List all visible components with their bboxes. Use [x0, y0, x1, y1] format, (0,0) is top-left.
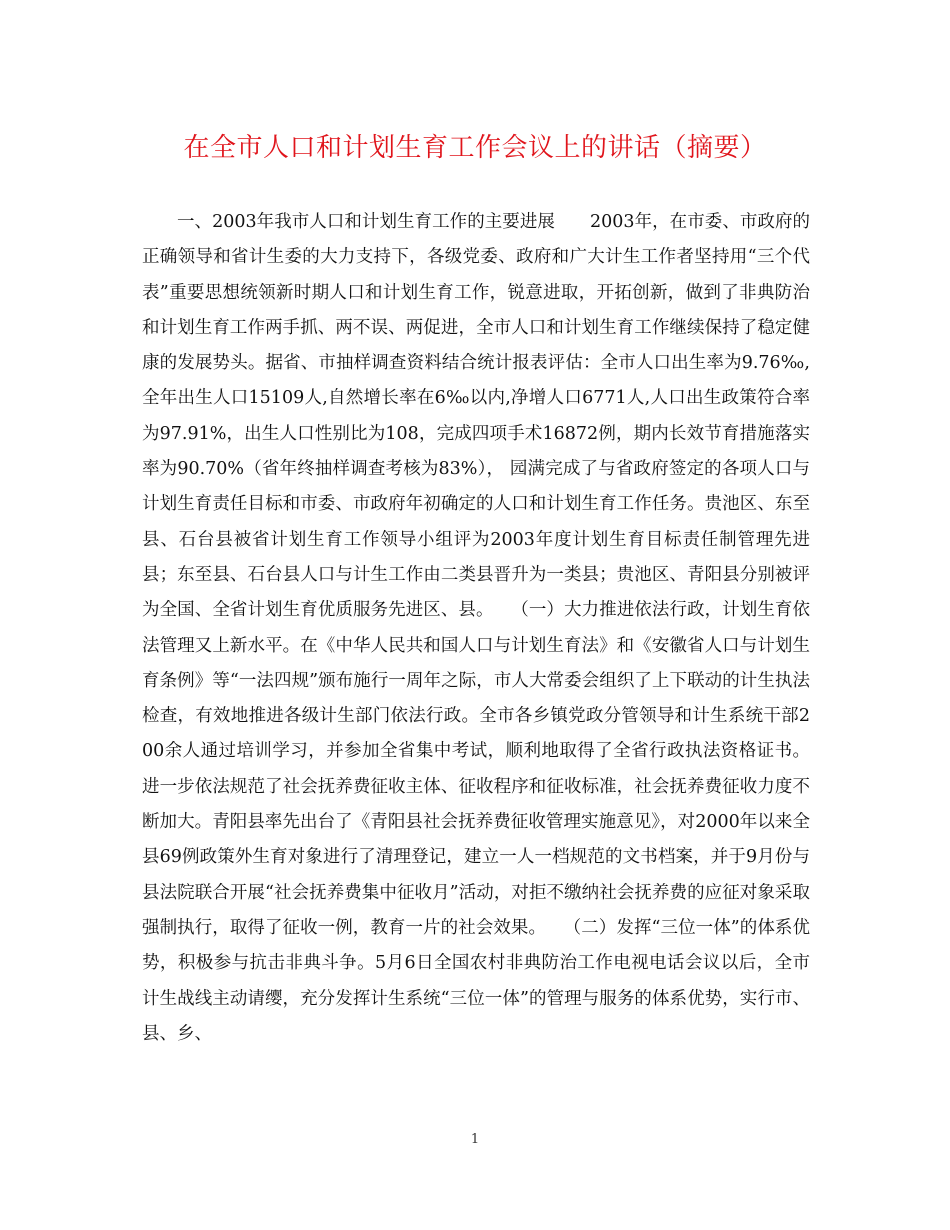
document-body-paragraph: 一、2003年我市人口和计划生育工作的主要进展 2003年，在市委、市政府的正确领导和省计生委的大力支持下，各级党委、政府和广大计生工作者坚持用“三个代表”重要思想统领新时期人口和计划生育工作，锐意进取，开拓创新，做到了非典防治和计划生育工作两手抓、两不误、两促进，全市人口和计划生育工作继续保持了稳定健康的发展势头。据省、市抽样调查资料结合统计报表评估：全市人口出生率为9.76‰,全年出生人口15109人,自然增长率在6‰以内,净增人口6771人,人口出生政策符合率为97.91%，出生人口性别比为108，完成四项手术16872例，期内长效节育措施落实率为90.70%（省年终抽样调查考核为83%）， 园满完成了与省政府签定的各项人口与计划生育责任目标和市委、市政府年初确定的人口和计划生育工作任务。贵池区、东至县、石台县被省计划生育工作领导小组评为2003年度计划生育目标责任制管理先进县；东至县、石台县人口与计生工作由二类县晋升为一类县；贵池区、青阳县分别被评为全国、全省计划生育优质服务先进区、县。 （一）大力推进依法行政，计划生育依法管理又上新水平。在《中华人民共和国人口与计划生育法》和《安徽省人口与计划生育条例》等“一法四规”颁布施行一周年之际，市人大常委会组织了上下联动的计生执法检查，有效地推进各级计生部门依法行政。全市各乡镇党政分管领导和计生系统干部200余人通过培训学习，并参加全省集中考试，顺利地取得了全省行政执法资格证书。进一步依法规范了社会抚养费征收主体、征收程序和征收标准，社会抚养费征收力度不断加大。青阳县率先出台了《青阳县社会抚养费征收管理实施意见》，对2000年以来全县69例政策外生育对象进行了清理登记，建立一人一档规范的文书档案，并于9月份与县法院联合开展“社会抚养费集中征收月”活动，对拒不缴纳社会抚养费的应征对象采取强制执行，取得了征收一例，教育一片的社会效果。 （二）发挥“三位一体”的体系优势，积极参与抗击非典斗争。5月6日全国农村非典防治工作电视电话会议以后，全市计生战线主动请缨，充分发挥计生系统“三位一体”的管理与服务的体系优势，实行市、县、乡、 [142, 212, 810, 1044]
document-title: 在全市人口和计划生育工作会议上的讲话（摘要） [183, 133, 767, 163]
page-number: 1 [470, 1132, 480, 1147]
